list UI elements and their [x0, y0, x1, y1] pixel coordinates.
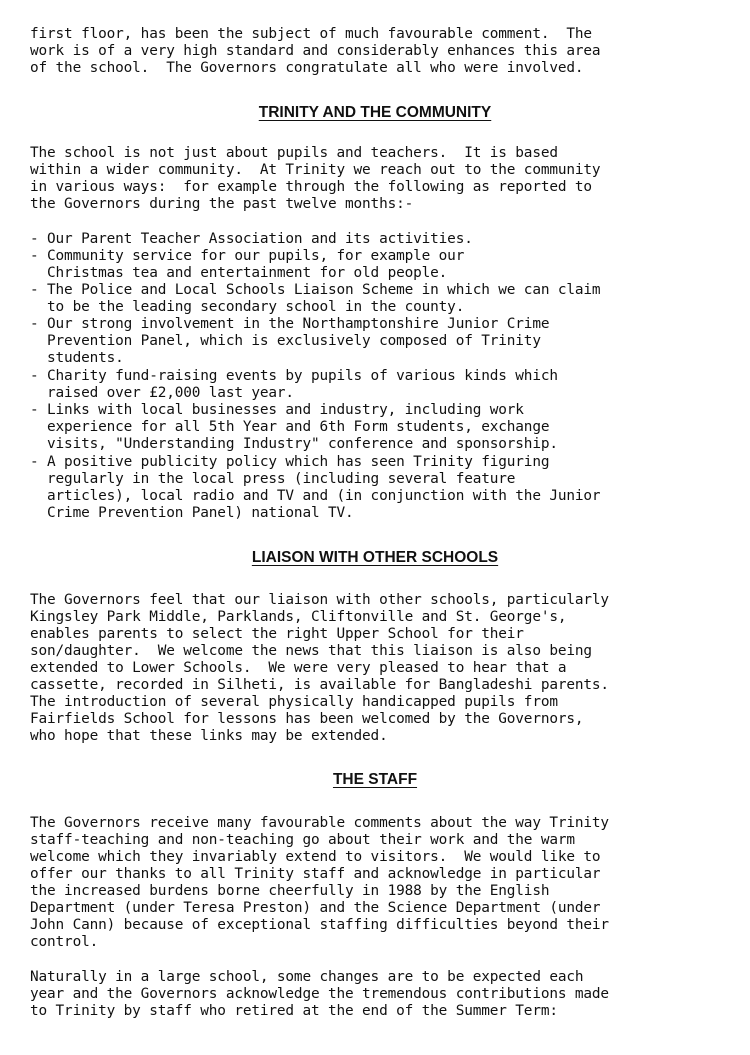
text-line: control.	[30, 934, 99, 950]
text-line: The Governors receive many favourable comments about the way Trinity	[30, 815, 609, 831]
text-line: welcome which they invariably extend to visitors. We would like to	[30, 849, 601, 865]
text-line: offer our thanks to all Trinity staff and acknowledge in particular	[30, 866, 601, 882]
text-line: cassette, recorded in Silheti, is available for Bangladeshi parents.	[30, 677, 609, 693]
text-line: who hope that these links may be extended.	[30, 728, 388, 744]
text-line: within a wider community. At Trinity we reach out to the community	[30, 162, 601, 178]
text-line: work is of a very high standard and considerably enhances this area	[30, 43, 601, 59]
text-line: staff-teaching and non-teaching go about their work and the warm	[30, 832, 575, 848]
text-line: the increased burdens borne cheerfully in 1988 by the English	[30, 883, 550, 899]
list-item: Crime Prevention Panel) national TV.	[30, 505, 354, 521]
text-line: in various ways: for example through the following as reported to	[30, 179, 592, 195]
list-item: to be the leading secondary school in the county.	[30, 299, 465, 315]
text-line: Naturally in a large school, some changes are to be expected each	[30, 969, 584, 985]
text-line: first floor, has been the subject of much favourable comment. The	[30, 26, 592, 42]
list-item: - A positive publicity policy which has seen Trinity figuring	[30, 454, 550, 470]
list-item: - Charity fund-raising events by pupils of various kinds which	[30, 368, 558, 384]
text-line: Fairfields School for lessons has been welcomed by the Governors,	[30, 711, 584, 727]
list-item: regularly in the local press (including several feature	[30, 471, 516, 487]
text-line: enables parents to select the right Upper School for their	[30, 626, 524, 642]
list-item: - The Police and Local Schools Liaison Scheme in which we can claim	[30, 282, 601, 298]
text-line: Department (under Teresa Preston) and the Science Department (under	[30, 900, 601, 916]
list-item: - Community service for our pupils, for example our	[30, 248, 465, 264]
text-line: year and the Governors acknowledge the tremendous contributions made	[30, 986, 609, 1002]
list-item: - Our strong involvement in the Northamptonshire Junior Crime	[30, 316, 550, 332]
text-line: The Governors feel that our liaison with other schools, particularly	[30, 592, 609, 608]
list-item: articles), local radio and TV and (in conjunction with the Junior	[30, 488, 601, 504]
text-line: to Trinity by staff who retired at the end of the Summer Term:	[30, 1003, 558, 1019]
text-line: of the school. The Governors congratulate all who were involved.	[30, 60, 584, 76]
text-line: the Governors during the past twelve months:-	[30, 196, 414, 212]
section-heading-liaison: LIAISON WITH OTHER SCHOOLS	[251, 549, 499, 566]
list-item: - Our Parent Teacher Association and its activities.	[30, 231, 473, 247]
list-item: Prevention Panel, which is exclusively composed of Trinity	[30, 333, 541, 349]
text-line: John Cann) because of exceptional staffing difficulties beyond their	[30, 917, 609, 933]
text-line: Kingsley Park Middle, Parklands, Cliftonville and St. George's,	[30, 609, 567, 625]
section-heading-community: TRINITY AND THE COMMUNITY	[258, 104, 492, 121]
list-item: Christmas tea and entertainment for old people.	[30, 265, 448, 281]
list-item: experience for all 5th Year and 6th Form students, exchange	[30, 419, 550, 435]
list-item: students.	[30, 350, 124, 366]
list-item: - Links with local businesses and industry, including work	[30, 402, 524, 418]
text-line: The introduction of several physically handicapped pupils from	[30, 694, 558, 710]
list-item: visits, "Understanding Industry" conference and sponsorship.	[30, 436, 558, 452]
text-line: The school is not just about pupils and teachers. It is based	[30, 145, 558, 161]
section-heading-staff: THE STAFF	[332, 771, 418, 788]
text-line: extended to Lower Schools. We were very pleased to hear that a	[30, 660, 567, 676]
list-item: raised over £2,000 last year.	[30, 385, 294, 401]
text-line: son/daughter. We welcome the news that this liaison is also being	[30, 643, 592, 659]
